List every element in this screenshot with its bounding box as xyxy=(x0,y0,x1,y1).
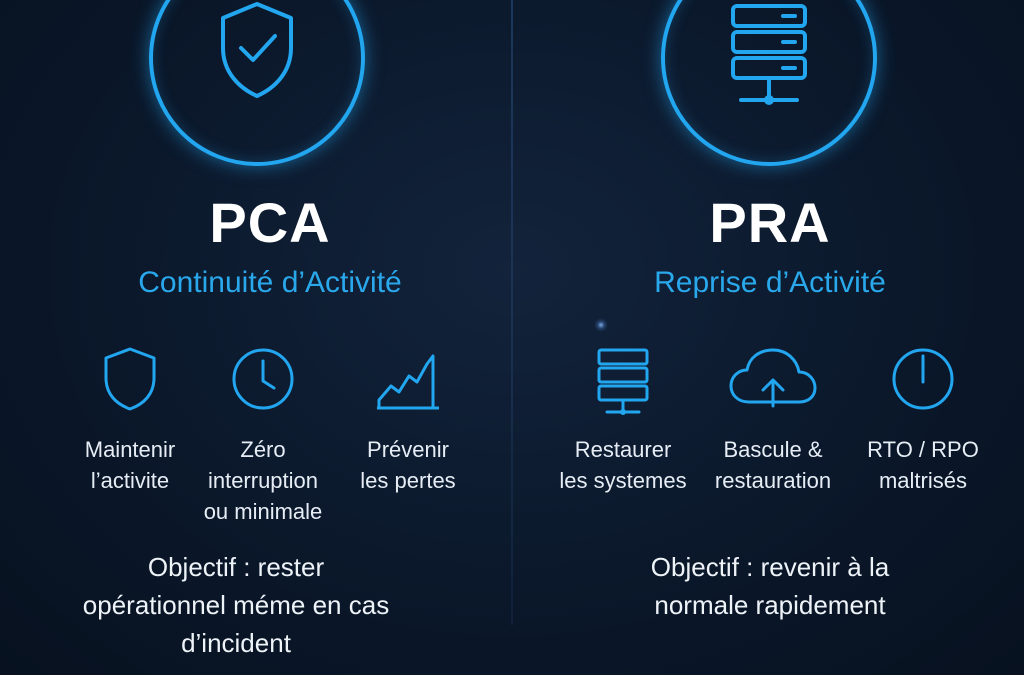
feature-zero-interruption xyxy=(188,346,338,527)
pca-title: PCA xyxy=(209,191,331,254)
feature-prevent-losses xyxy=(333,346,483,496)
shield-icon xyxy=(102,346,158,412)
pra-hero-ring xyxy=(661,0,877,166)
shield-check-icon xyxy=(217,0,297,100)
feature-label: Maintenir l’activite xyxy=(84,437,176,493)
server-stack-icon xyxy=(727,2,811,110)
rising-chart-icon xyxy=(375,346,441,412)
feature-restore-systems xyxy=(548,346,698,496)
pca-hero-ring xyxy=(149,0,365,166)
clock-icon xyxy=(230,346,296,412)
power-gauge-icon xyxy=(890,346,956,412)
feature-label: RTO / RPO maltrisés xyxy=(867,437,979,493)
pca-subtitle: Continuité d’Activité xyxy=(138,266,402,299)
pra-panel xyxy=(512,0,1024,675)
feature-maintain-activity xyxy=(55,346,205,496)
pca-objective: Objectif : rester opérationnel méme en cas d’incident xyxy=(82,552,390,658)
feature-label: Restaurer les systemes xyxy=(559,437,687,493)
pra-subtitle: Reprise d’Activité xyxy=(654,266,886,299)
server-icon xyxy=(595,346,651,416)
feature-label: Zéro interruption ou minimale xyxy=(203,437,323,524)
pra-objective: Objectif : revenir à la normale rapidement xyxy=(650,552,890,620)
feature-rto-rpo xyxy=(848,346,998,496)
cloud-upload-icon xyxy=(727,346,819,412)
pra-title: PRA xyxy=(709,191,831,254)
feature-label: Prévenir les pertes xyxy=(360,437,456,493)
feature-failover-restore xyxy=(698,346,848,496)
feature-label: Bascule & restauration xyxy=(714,437,832,493)
